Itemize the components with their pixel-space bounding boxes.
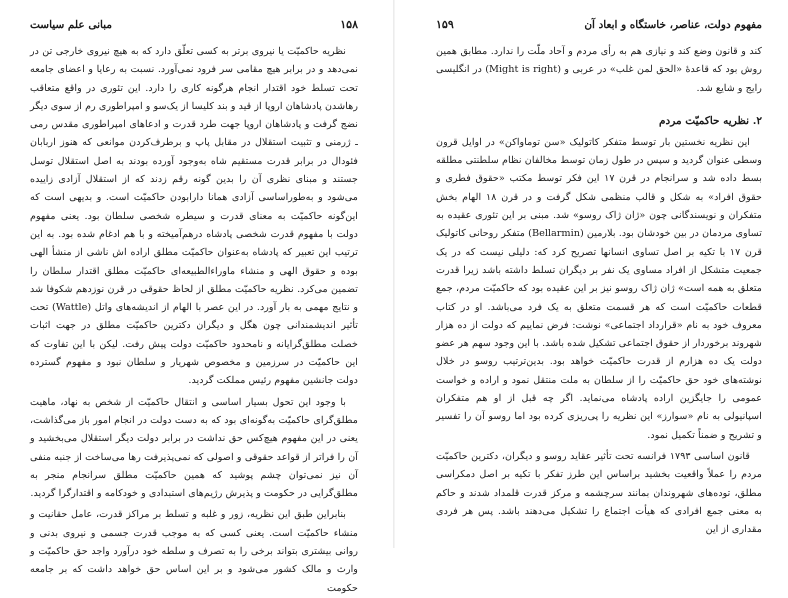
right-running-head [436,18,762,31]
right-paragraph-2: این نظریه نخستین بار توسط متفکر کاتولیک «سن توماواکن» در اوایل قرون وسطی عنوان گردید و سپس در طول زمان توسط مخالفان نظام سلطنتی مطلقه بسط داده شد و سرانجام در قرن ۱۷ این فکر توسط مکتب «حقوق فطری و حقوق افراد» به شکل و قالب منظمی شکل گرفت و در قرن ۱۸ الهام بخش متفکران و نویسندگانی چون «ژان ژاک روسو» شد. مبنی بر این تئوری عقیده به تساوی مردمان در بین خودشان بود. بلارمین (Bellarmin) متفکر روحانی کاتولیک قرن ۱۷ با تکیه بر اصل تساوی انسانها تصریح کرد که: دلیلی نیست که در یک جمعیت متشکل از افراد مساوی یک نفر بر دیگران تسلط داشته باشد زیرا قدرت متعلق به همه است» ژان ژاک روسو نیز بر این عقیده بود که حاکمیّت مردم، جمع قطعات حاکمیّت است که هر قسمت متعلق به یک فرد می‌باشد. او در کتاب معروف خود به نام «قرارداد اجتماعی» نوشت: فرض نماییم که دولت از ده هزار شهروند برخوردار از حقوق اجتماعی تشکیل شده باشد. با این وجود سهم هر عضو دولت یک ده هزارم از قدرت حاکمیّت خواهد بود. بدین‌ترتیب روسو در خلال نوشته‌های خود حق حاکمیّت را از سلطان به ملت منتقل نمود و اراده و خواست عمومی را جایگزین اراده پادشاه می‌نماید. اگر چه قبل از او هم متفکران اسپانیولی به نام «سوارز» این نظریه را پی‌ریزی کرده بود اما روسو آن را تفسیر و تشریح و ضمناً تکمیل نمود. [436,136,762,441]
left-page [0,0,394,594]
right-paragraph-1: کند و قانون وضع کند و نیازی هم به رأی مردم و آحاد ملّت را ندارد. مطابق همین روش بود که قاعدهٔ «الحق لمن غلب» در عربی و (Might is right) در انگلیسی رایج و شایع شد. [436,46,762,94]
right-paragraph-3: قانون اساسی ۱۷۹۳ فرانسه تحت تأثیر عقاید روسو و دیگران، دکترین حاکمیّت مردم را عملاً واقعیت بخشید براساس این طرز تفکر با تکیه بر اصل دمکراسی مطلق، توده‌های شهروندان بمانند سرچشمه و مرکز قدرت قلمداد شدند و حاکم به معنی جمع افرادی که هیأت اجتماع را تشکیل می‌دهند باشد. پس هر فردی مقداری از این [436,450,762,536]
left-paragraph-2: با وجود این تحول بسیار اساسی و انتقال حاکمیّت از شخص به نهاد، ماهیت مطلق‌گرای حاکمیّت به‌گونه‌ای بود که به دست دولت در انجام امور باز می‌گذاشت، یعنی در این مفهوم هیچ‌کس حق نداشت در برابر دولت دیگر استقلال می‌بخشید و آن را فراتر از قواعد حقوقی و اصولی که نمی‌پذیرفت رها می‌ساخت از جنبه منفی آن نیز نمی‌توان چشم پوشید که همین حاکمیّت مطلق سرانجام منجر به مطلق‌گرایی در حکومت و پذیرش رژیم‌های استبدادی و خودکامه و اقتدارگرا گردید. [30,396,358,500]
left-running-title: مبانی علم سیاست [30,19,112,31]
right-page [394,0,788,548]
left-paragraph-1: نظریه حاکمیّت یا نیروی برتر به کسی تعلّق دارد که به هیچ نیروی خارجی تن در نمی‌دهد و در برابر هیچ مقامی سر فرود نمی‌آورد. نسبت به رعایا و اعضای جامعه تحت تسلط خود اقتدار انجام هرگونه کاری را دارد. این تئوری در واقع متعاقب رهاشدن پادشاهان اروپا از قید و بند کلیسا از یک‌سو و امپراطوری رم از سوی دیگر نضج گرفت و پادشاهان اروپا جهت طرد قدرت و ادعاهای امپراطوری مقدس رمی ـ ژرمنی و تثبیت استقلال در مقابل پاپ و برطرف‌کردن موانعی که هنوز اربابان فئودال در برابر قدرت مستقیم شاه به‌وجود آورده بودند به اصل استقلال توسل جستند و مبنای نظری آن را بدین گونه رقم زدند که از استقلال آزادی زاییده می‌شود و به‌طوراساسی آزادی همانا دارابودن حاکمیّت است. و بدیهی است که این‌گونه حاکمیّت به معنای قدرت و سیطره شخصی سلطان بود. یعنی مفهوم دولت با مفهوم قدرت شخصی پادشاه درهم‌آمیخته و با هم ادغام شده بود. به این ترتیب این تعبیر که پادشاه به‌عنوان حاکمیّت مطلق اراده اش ناشی از منشأ الهی بوده و حقوق الهی و منشاء ماوراءالطبیعه‌ای حاکمیّت مطلق اقتدار سلطان را تضمین می‌کرد. نظریه حاکمیّت مطلق از لحاظ حقوقی در قرن نوزدهم شکوفا شد و نتایج مهمی به بار آورد. در این عصر با الهام از اندیشه‌های واتل (Wattle) تحت تأثیر اندیشمندانی چون هگل و دیگران دکترین حاکمیّت مطلق در جهت اثبات خصلت مطلق‌گرایانه و نامحدود حاکمیّت دولت پیش رفت. لیکن با این تفاوت که این حاکمیّت در سرزمین و مخصوص شهریار و سلطان نبود و مفهوم گسترده دولت جانشین مفهوم رئیس مملکت گردید. [30,46,359,387]
section-heading: ۲. نظریه حاکمیّت مردم [659,114,762,127]
right-running-title: مفهوم دولت، عناصر، خاستگاه و ابعاد آن [584,19,762,31]
right-page-number: ۱۵۹ [436,18,454,31]
left-page-number: ۱۵۸ [340,18,358,31]
left-paragraph-3: بنابراین طبق این نظریه، زور و غلبه و تسلط بر مراکز قدرت، عامل حقانیت و منشاء حاکمیّت است. یعنی کسی که به موجب قدرت جسمی و نیروی بدنی و روانی بیشتری بتواند برخی را به تصرف و سلطه خود درآورد واجد حق حاکمیّت و وارث و مالک کشور می‌شود و بر این اساس حق خواهد داشت که بر جامعه حکومت [30,509,358,594]
book-gutter [393,0,395,548]
left-running-head [30,18,358,31]
